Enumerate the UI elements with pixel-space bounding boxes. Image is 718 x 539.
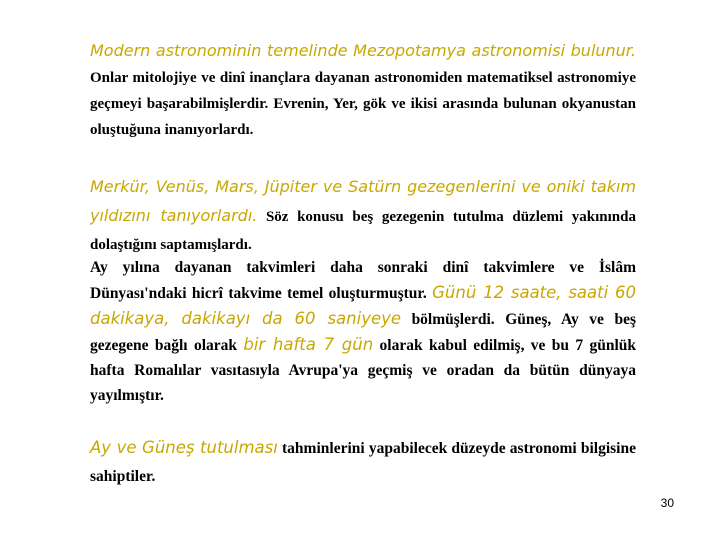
highlighted-week: bir hafta 7 gün — [243, 335, 374, 354]
highlighted-statement: Merkür, Venüs, Mars, Jüpiter ve Satürn gezegenlerini ve oniki takım yıldızını tanıyorlardı. — [90, 177, 636, 225]
paragraph-planets — [90, 173, 636, 259]
paragraph-calendar — [90, 255, 636, 408]
paragraph-body-text: Söz konusu beş gezegenin tutulma düzlemi yakınında dolaştığını saptamışlardı. — [90, 209, 636, 253]
paragraph-body-text: tahminlerini yapabilecek düzeyde astronomi bilgisine sahiptiler. — [90, 440, 636, 485]
paragraph-body-text: bölmüşlerdi. Güneş, Ay ve beş gezegene bağlı olarak — [90, 311, 636, 354]
paragraph-mesopotamian-astronomy — [90, 38, 636, 143]
page-number: 30 — [660, 496, 674, 510]
paragraph-body-text: Ay yılına dayanan takvimleri daha sonraki dinî takvimlere ve İslâm Dünyası'ndaki hicrî takvime temel oluşturmuştur. — [90, 259, 636, 302]
paragraph-eclipses — [90, 434, 636, 491]
paragraph-body-text: Onlar mitolojiye ve dinî inançlara dayanan astronomiden matematiksel astronomiye geçmeyi başarabilmişlerdir. Evrenin, Yer, gök ve ikisi arasında bulunan okyanustan oluştuğuna inanıyorlardı. — [90, 70, 636, 138]
highlighted-time-division: Günü 12 saate, saati 60 dakikaya, dakikayı da 60 saniyeye — [90, 283, 636, 328]
highlighted-statement: Ay ve Güneş tutulması — [90, 438, 278, 457]
highlighted-statement: Modern astronominin temelinde Mezopotamya astronomisi bulunur. — [90, 41, 636, 60]
paragraph-body-text: olarak kabul edilmiş, ve bu 7 günlük hafta Romalılar vasıtasıyla Avrupa'ya geçmiş ve oradan da bütün dünyaya yayılmıştır. — [90, 337, 637, 404]
